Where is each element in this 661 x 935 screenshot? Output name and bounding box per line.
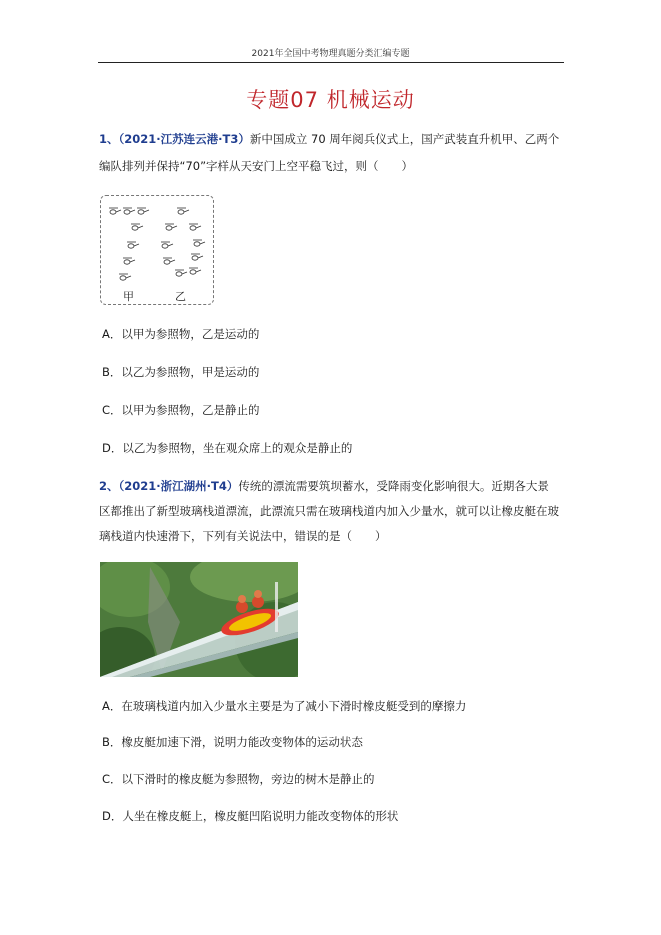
question-1-option-d[interactable]: D．以乙为参照物，坐在观众席上的观众是静止的	[102, 441, 353, 455]
question-1-text-2: 编队排列并保持“70”字样从天安门上空平稳飞过，则（ ）	[99, 159, 414, 173]
helicopter-icon	[109, 208, 121, 214]
question-1-option-b[interactable]: B．以乙为参照物，甲是运动的	[102, 365, 260, 379]
formation-label-b: 乙	[175, 290, 186, 303]
question-2-option-b[interactable]: B．橡皮艇加速下滑，说明力能改变物体的运动状态	[102, 735, 363, 749]
question-2-option-a[interactable]: A．在玻璃栈道内加入少量水主要是为了减小下滑时橡皮艇受到的摩擦力	[102, 699, 467, 713]
question-1-text-1: 新中国成立 70 周年阅兵仪式上，国产武装直升机甲、乙两个	[249, 132, 560, 146]
helicopter-formation	[101, 196, 215, 306]
question-1-option-a[interactable]: A．以甲为参照物，乙是运动的	[102, 327, 260, 341]
question-2-source: （2021·浙江湖州·T4）	[118, 479, 239, 493]
question-2-text-3: 璃栈道内快速滑下，下列有关说法中，错误的是（ ）	[99, 529, 387, 543]
helicopter-icon	[175, 270, 187, 276]
formation-label-a: 甲	[123, 290, 134, 303]
helicopter-icon	[123, 258, 135, 264]
helicopter-icon	[123, 208, 135, 214]
helicopter-icon	[131, 224, 143, 230]
helicopter-icon	[137, 208, 149, 214]
header-title: 2021年全国中考物理真题分类汇编专题	[251, 49, 410, 59]
helicopter-icon	[163, 258, 175, 264]
helicopter-icon	[165, 224, 177, 230]
header-rule	[98, 62, 564, 63]
helicopter-icon	[119, 274, 131, 280]
question-2-option-d[interactable]: D．人坐在橡皮艇上，橡皮艇凹陷说明力能改变物体的形状	[102, 809, 399, 823]
helicopter-icon	[189, 268, 201, 274]
helicopter-icon	[177, 208, 189, 214]
formation-figure	[100, 195, 214, 305]
question-1-source: （2021·江苏连云港·T3）	[118, 132, 250, 146]
helicopter-icon	[161, 242, 173, 248]
question-1-line-1	[99, 131, 559, 147]
question-1-number: 1、	[99, 132, 119, 146]
helicopter-icon	[191, 254, 203, 260]
question-2-text-1: 传统的漂流需要筑坝蓄水，受降雨变化影响很大。近期各大景	[238, 479, 549, 493]
glass-slide-rafting-photo	[100, 562, 298, 677]
question-1-option-c[interactable]: C．以甲为参照物，乙是静止的	[102, 403, 260, 417]
question-2-option-c[interactable]: C．以下滑时的橡皮艇为参照物，旁边的树木是静止的	[102, 772, 375, 786]
page-title: 专题07 机械运动	[246, 88, 415, 112]
helicopter-icon	[193, 240, 205, 246]
helicopter-icon	[189, 224, 201, 230]
question-2-number: 2、	[99, 479, 119, 493]
question-2-line-1	[99, 478, 549, 494]
helicopter-icon	[127, 242, 139, 248]
question-2-text-2: 区都推出了新型玻璃栈道漂流，此漂流只需在玻璃栈道内加入少量水，就可以让橡皮艇在玻	[99, 504, 559, 518]
